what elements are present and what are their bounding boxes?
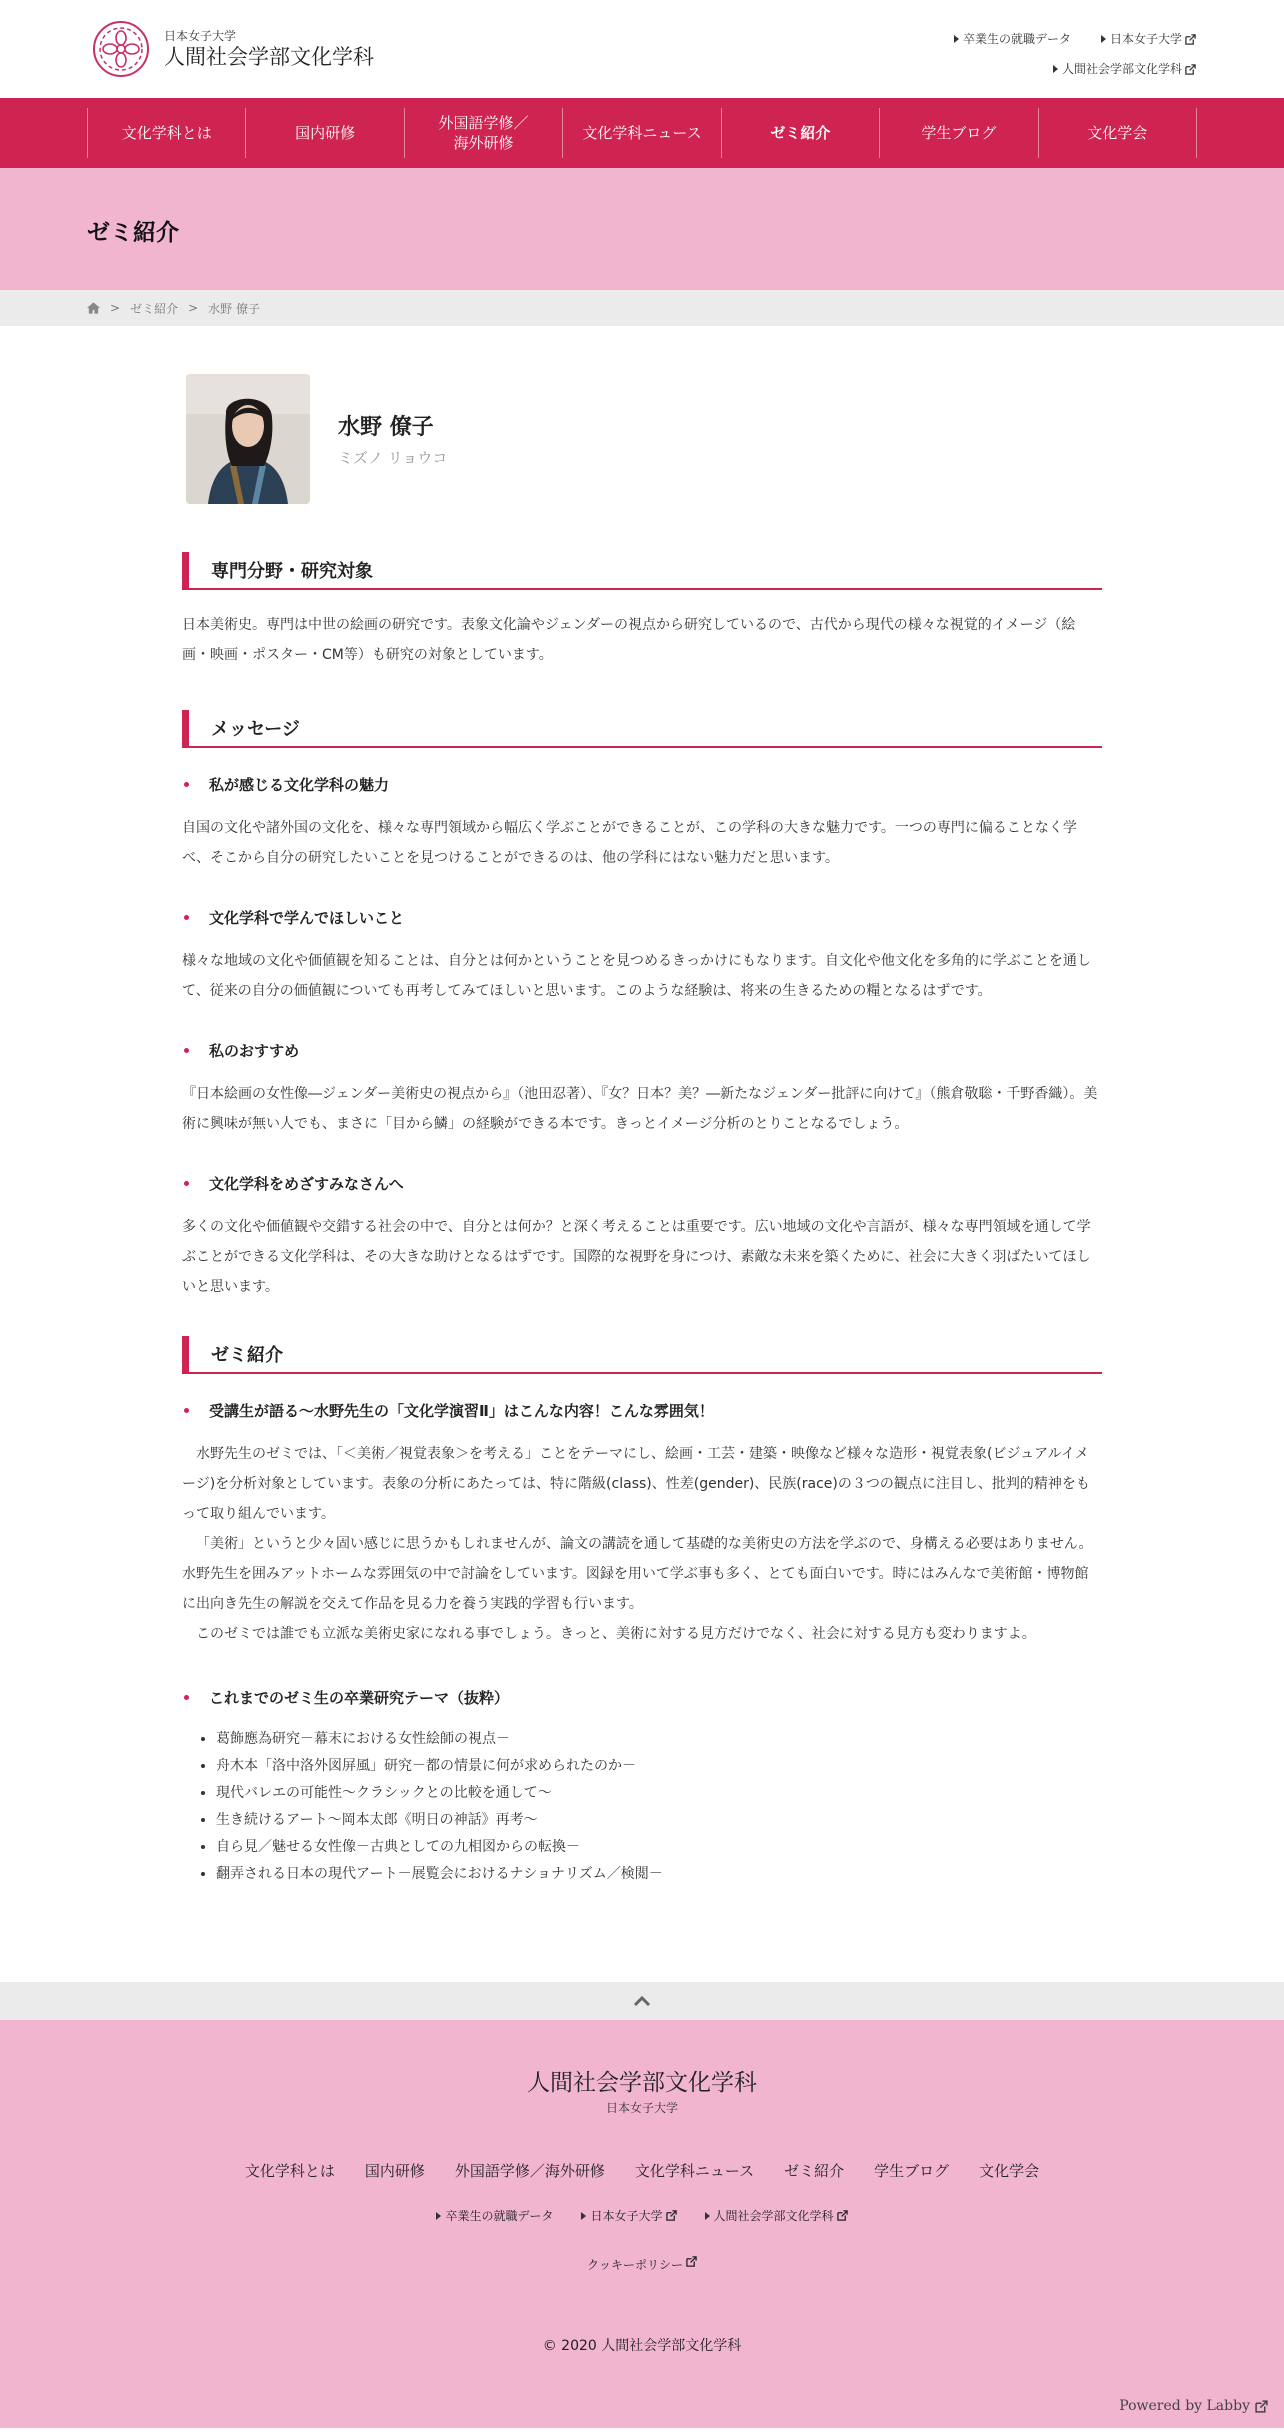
footer-subtitle: 日本女子大学 [605,2101,678,2115]
list-item: • 生き続けるアート～岡本太郎《明日の神話》再考～ [216,1807,1102,1834]
footer-nav [0,2160,1284,2181]
section-title-message: メッセージ [182,710,1102,748]
student-voice-paragraph: このゼミでは誰でも立派な美術史家になれる事でしょう。きっと、美術に対する見方だけでなく、社会に対する見方も変わりますよ。 [196,1626,1036,1642]
list-item: • 葛飾應為研究－幕末における女性絵師の視点－ [216,1726,1102,1753]
university-emblem-icon [92,20,150,78]
site-header [0,0,1284,98]
powered-by-link[interactable]: Powered by Labby [1119,2398,1268,2414]
profile [186,374,1102,504]
section-title-seminar: ゼミ紹介 [182,1336,1102,1374]
list-item: • 翻弄される日本の現代アート－展覧会におけるナショナリズム／検閲－ [216,1861,1102,1888]
nav-item-news[interactable]: 文化学科ニュース [562,108,720,158]
breadcrumb [87,290,1197,326]
what-to-learn-text: 様々な地域の文化や価値観を知ることは、自分とは何かということを見つめるきっかけにもなります。自文化や他文化を多角的に学ぶことを通して、従来の自分の価値観についても再考してみてほしいと思います。このような経験は、将来の生きるための糧となるはずです。 [182,953,1091,999]
main-content [182,326,1102,1928]
arrow-right-icon [1053,65,1058,73]
external-link-icon [1185,34,1196,45]
arrow-right-icon [954,35,959,43]
student-voice-paragraph: 「美術」というと少々固い感じに思うかもしれませんが、論文の講読を通して基礎的な美術史の方法を学ぶので、身構える必要はありません。水野先生を囲みアットホームな雰囲気の中で討論をしています。図録を用いて学ぶ事も多く、とても面白いです。時にはみんなで美術館・博物館に出向き先生の解説を交えて作品を見る力を養う実践的学習も行います。 [182,1536,1093,1612]
footer-nav-news[interactable]: 文化学科ニュース [634,2162,755,2180]
cookie-policy-link[interactable]: クッキーポリシー [0,2256,1284,2273]
nav-item-about[interactable]: 文化学科とは [87,108,245,158]
subsection-title-student-voice: 受講生が語る～水野先生の「文化学演習Ⅱ」はこんな内容！こんな雰囲気！ [182,1400,1102,1421]
site-footer [0,2020,1284,2428]
subsection-title-appeal: 私が感じる文化学科の魅力 [182,774,1102,795]
student-voice-paragraph: 水野先生のゼミでは、「＜美術／視覚表象＞を考える」ことをテーマにし、絵画・工芸・建築・映像など様々な造形・視覚表象(ビジュアルイメージ)を分析対象としています。表象の分析にあたっては、特に階級(class)、性差(gender)、民族(race)の３つの観点に注目し、批判的精神をもって取り組んでいます。 [182,1446,1090,1522]
profile-name-kana: ミズノ リョウコ [338,449,448,467]
arrow-right-icon [1101,35,1106,43]
util-link-employment-data[interactable]: 卒業生の就職データ [954,24,1071,54]
footer-nav-domestic-training[interactable]: 国内研修 [364,2162,425,2180]
student-voice-text [182,1439,1102,1649]
external-link-icon [686,2256,697,2267]
back-to-top-button[interactable] [0,1982,1284,2020]
page-title: ゼミ紹介 [87,220,179,246]
arrow-right-icon [436,2212,441,2220]
home-icon[interactable] [87,302,100,314]
footer-link-department[interactable]: 人間社会学部文化学科 [705,2207,848,2224]
profile-name: 水野 僚子 [338,415,434,440]
footer-links [0,2207,1284,2224]
breadcrumb-bar [0,290,1284,326]
subsection-title-graduation-themes: これまでのゼミ生の卒業研究テーマ（抜粋） [182,1687,1102,1708]
research-text: 日本美術史。専門は中世の絵画の研究です。表象文化論やジェンダーの視点から研究しているので、古代から現代の様々な視覚的イメージ（絵画・映画・ポスター・CM等）も研究の対象としています。 [182,617,1076,663]
nav-item-domestic-training[interactable]: 国内研修 [245,108,403,158]
nav-item-language-overseas[interactable]: 外国語学修／海外研修 [404,108,562,158]
nav-item-society[interactable]: 文化学会 [1038,108,1197,158]
footer-nav-society[interactable]: 文化学会 [979,2162,1040,2180]
site-logo[interactable] [92,20,374,78]
nav-item-student-blog[interactable]: 学生ブログ [879,108,1037,158]
list-item: • 舟木本「洛中洛外図屏風」研究－都の情景に何が求められたのか－ [216,1753,1102,1780]
footer-nav-student-blog[interactable]: 学生ブログ [874,2162,950,2180]
arrow-right-icon [581,2212,586,2220]
appeal-text: 自国の文化や諸外国の文化を、様々な専門領域から幅広く学ぶことができることが、この学科の大きな魅力です。一つの専門に偏ることなく学べ、そこから自分の研究したいことを見つけることができるのは、他の学科にはない魅力だと思います。 [182,820,1077,866]
footer-nav-about[interactable]: 文化学科とは [244,2162,335,2180]
utility-links [796,24,1196,84]
copyright: © 2020 人間社会学部文化学科 [542,2338,742,2354]
breadcrumb-item-current: 水野 僚子 [208,301,260,316]
main-nav [0,98,1284,168]
page-header [0,168,1284,290]
subsection-title-recommendation: 私のおすすめ [182,1040,1102,1061]
footer-link-employment-data[interactable]: 卒業生の就職データ [436,2207,553,2224]
external-link-icon [666,2210,677,2221]
footer-nav-seminar[interactable]: ゼミ紹介 [784,2162,845,2180]
nav-item-seminar[interactable]: ゼミ紹介 [721,108,879,158]
footer-title[interactable]: 人間社会学部文化学科 [527,2070,757,2096]
arrow-right-icon [705,2212,710,2220]
chevron-up-icon [633,1995,651,2007]
subsection-title-what-to-learn: 文化学科で学んでほしいこと [182,907,1102,928]
footer-link-university[interactable]: 日本女子大学 [581,2207,676,2224]
subsection-title-to-applicants: 文化学科をめざすみなさんへ [182,1173,1102,1194]
logo-university-name: 日本女子大学 [164,29,237,43]
recommendation-text: 『日本絵画の女性像―ジェンダー美術史の視点から』（池田忍著）、『女？日本？美？―新たなジェンダー批評に向けて』（熊倉敬聡・千野香織）。美術に興味が無い人でも、まさに「目から鱗」の経験ができる本です。きっとイメージ分析のとりことなるでしょう。 [182,1086,1098,1132]
external-link-icon [1255,2400,1268,2413]
profile-photo [186,374,310,504]
footer-nav-language-overseas[interactable]: 外国語学修／海外研修 [454,2162,605,2180]
external-link-icon [1185,64,1196,75]
external-link-icon [837,2210,848,2221]
logo-department-name: 人間社会学部文化学科 [164,45,374,69]
util-link-department[interactable]: 人間社会学部文化学科 [1053,54,1196,84]
to-applicants-text: 多くの文化や価値観や交錯する社会の中で、自分とは何か？と深く考えることは重要です。広い地域の文化や言語が、様々な専門領域を通して学ぶことができる文化学科は、その大きな助けとなるはずです。国際的な視野を身につけ、素敵な未来を築くために、社会に大きく羽ばたいてほしいと思います。 [182,1219,1091,1295]
graduation-theme-list [182,1726,1102,1888]
section-title-research: 専門分野・研究対象 [182,552,1102,590]
breadcrumb-separator: > [110,301,121,315]
breadcrumb-separator: > [188,301,199,315]
list-item: • 自ら見／魅せる女性像－古典としての九相図からの転換－ [216,1834,1102,1861]
list-item: • 現代バレエの可能性～クラシックとの比較を通して～ [216,1780,1102,1807]
breadcrumb-item-seminar[interactable]: ゼミ紹介 [130,301,179,316]
util-link-university[interactable]: 日本女子大学 [1101,24,1196,54]
